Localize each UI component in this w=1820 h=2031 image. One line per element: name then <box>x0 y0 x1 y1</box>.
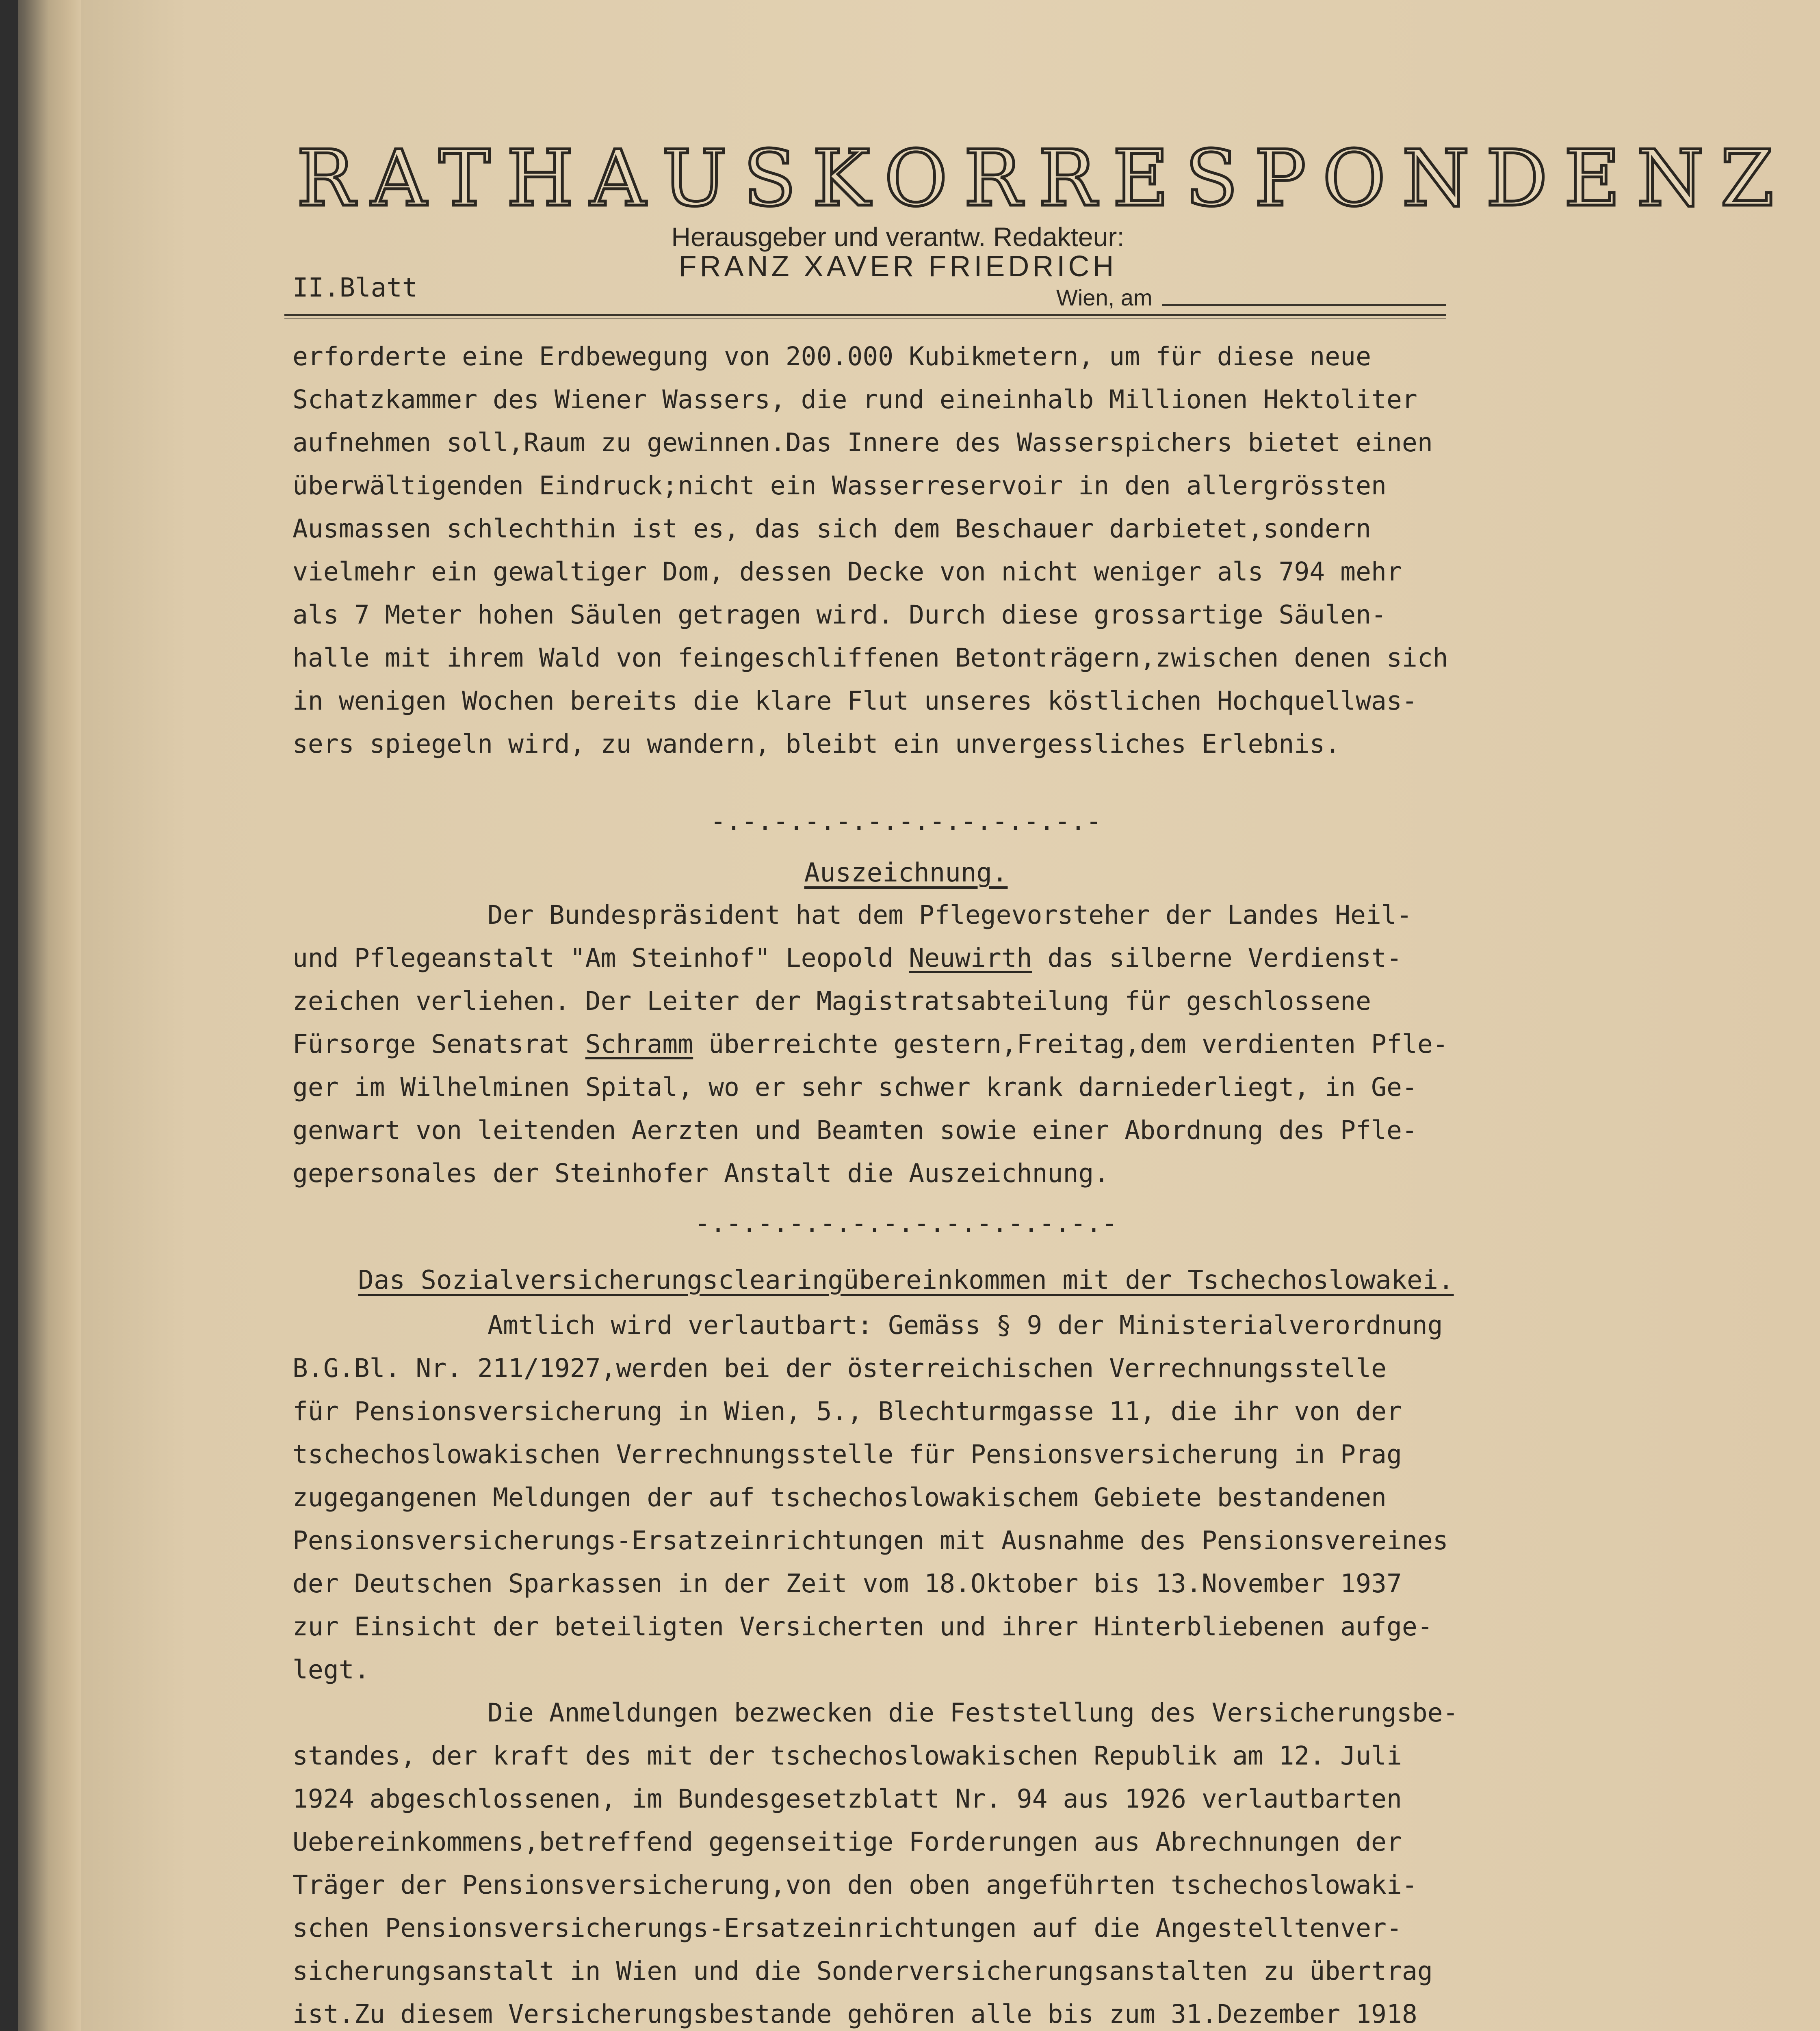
text-line: für Pensionsversicherung in Wien, 5., Blechturmgasse 11, die ihr von der <box>292 1397 1402 1426</box>
section-separator: -.-.-.-.-.-.-.-.-.-.-.-.- <box>710 806 1102 836</box>
text-line: sers spiegeln wird, zu wandern, bleibt ein unvergessliches Erlebnis. <box>292 729 1341 759</box>
text-line: sicherungsanstalt in Wien und die Sonderversicherungsanstalten zu übertrag <box>292 1956 1433 1986</box>
section-heading-clearing <box>292 1265 1519 1295</box>
text-line: in wenigen Wochen bereits die klare Flut unseres köstlichen Hochquellwas- <box>292 686 1417 716</box>
text-line <box>292 1023 1519 1066</box>
heading-text: Das Sozialversicherungsclearingübereinkommen mit der Tschechoslowakei. <box>358 1265 1454 1295</box>
text-line: vielmehr ein gewaltiger Dom, dessen Decke von nicht weniger als 794 mehr <box>292 557 1402 587</box>
text-line: erforderte eine Erdbewegung von 200.000 Kubikmetern, um für diese neue <box>292 342 1372 371</box>
text-line: zur Einsicht der beteiligten Versicherten und ihrer Hinterbliebenen aufge- <box>292 1612 1433 1641</box>
text-line: überwältigenden Eindruck;nicht ein Wasserreservoir in den allergrössten <box>292 471 1387 500</box>
text-line: aufnehmen soll,Raum zu gewinnen.Das Innere des Wasserspichers bietet einen <box>292 428 1433 457</box>
text-line: genwart von leitenden Aerzten und Beamten sowie einer Abordnung des Pfle- <box>292 1115 1417 1145</box>
text-line: Uebereinkommens,betreffend gegenseitige Forderungen aus Abrechnungen der <box>292 1827 1402 1857</box>
section-heading-auszeichnung <box>292 858 1519 888</box>
text-line: Amtlich wird verlautbart: Gemäss § 9 der Ministerialverordnung <box>488 1310 1443 1340</box>
date-fill-line <box>1162 304 1446 306</box>
publisher-name: FRANZ XAVER FRIEDRICH <box>678 250 1117 283</box>
sheet-number: II.Blatt <box>292 273 418 303</box>
text-line: zugegangenen Meldungen der auf tschechoslowakischem Gebiete bestandenen <box>292 1483 1387 1512</box>
text-line: Ausmassen schlechthin ist es, das sich dem Beschauer darbietet,sondern <box>292 514 1372 543</box>
text-line: tschechoslowakischen Verrechnungsstelle für Pensionsversicherung in Prag <box>292 1440 1402 1469</box>
intro-paragraph <box>292 335 1519 766</box>
book-binding <box>0 0 81 2031</box>
text-line: als 7 Meter hohen Säulen getragen wird. Durch diese grossartige Säulen- <box>292 600 1387 630</box>
section-separator: -.-.-.-.-.-.-.-.-.-.-.-.-.- <box>694 1208 1118 1239</box>
text-line: zeichen verliehen. Der Leiter der Magistratsabteilung für geschlossene <box>292 986 1372 1016</box>
text-line: der Deutschen Sparkassen in der Zeit vom 18.Oktober bis 13.November 1937 <box>292 1569 1402 1598</box>
text-line: Die Anmeldungen bezwecken die Feststellung des Versicherungsbe- <box>488 1698 1458 1728</box>
publisher-label: Herausgeber und verantw. Redakteur: <box>671 222 1124 252</box>
auszeichnung-paragraph <box>292 894 1519 1195</box>
text-line: Träger der Pensionsversicherung,von den oben angeführten tschechoslowaki- <box>292 1870 1417 1900</box>
text-fragment: überreichte gestern,Freitag,dem verdienten Pfle- <box>693 1029 1448 1059</box>
text-line <box>292 937 1519 980</box>
name-schramm: Schramm <box>585 1029 693 1059</box>
text-fragment: und Pflegeanstalt "Am Steinhof" Leopold <box>292 943 909 973</box>
text-fragment: das silberne Verdienst- <box>1032 943 1402 973</box>
name-neuwirth: Neuwirth <box>909 943 1032 973</box>
text-line: Pensionsversicherungs-Ersatzeinrichtungen mit Ausnahme des Pensionsvereines <box>292 1526 1448 1555</box>
text-line: Der Bundespräsident hat dem Pflegevorsteher der Landes Heil- <box>488 900 1412 930</box>
text-line: ger im Wilhelminen Spital, wo er sehr schwer krank darniederliegt, in Ge- <box>292 1072 1417 1102</box>
text-line: Schatzkammer des Wiener Wassers, die rund eineinhalb Millionen Hektoliter <box>292 385 1417 414</box>
text-line: 1924 abgeschlossenen, im Bundesgesetzblatt Nr. 94 aus 1926 verlautbarten <box>292 1784 1402 1814</box>
heading-text: Auszeichnung. <box>804 858 1008 888</box>
header-rule-thin <box>284 318 1446 319</box>
text-line: standes, der kraft des mit der tschechoslowakischen Republik am 12. Juli <box>292 1741 1402 1771</box>
text-line: B.G.Bl. Nr. 211/1927,werden bei der österreichischen Verrechnungsstelle <box>292 1353 1387 1383</box>
spine-edge <box>0 0 18 2031</box>
masthead-title: RATHAUSKORRESPONDENZ <box>297 134 1790 223</box>
text-line: gepersonales der Steinhofer Anstalt die Auszeichnung. <box>292 1158 1109 1188</box>
text-line: halle mit ihrem Wald von feingeschliffenen Betonträgern,zwischen denen sich <box>292 643 1448 673</box>
text-fragment: Fürsorge Senatsrat <box>292 1029 585 1059</box>
text-line: ist.Zu diesem Versicherungsbestande gehören alle bis zum 31.Dezember 1918 <box>292 1999 1417 2029</box>
place-date-label: Wien, am <box>1056 285 1153 310</box>
header-rule <box>284 314 1446 316</box>
text-line: schen Pensionsversicherungs-Ersatzeinrichtungen auf die Angestelltenver- <box>292 1913 1402 1943</box>
clearing-paragraphs <box>292 1304 1519 2031</box>
text-line: legt. <box>292 1655 370 1685</box>
